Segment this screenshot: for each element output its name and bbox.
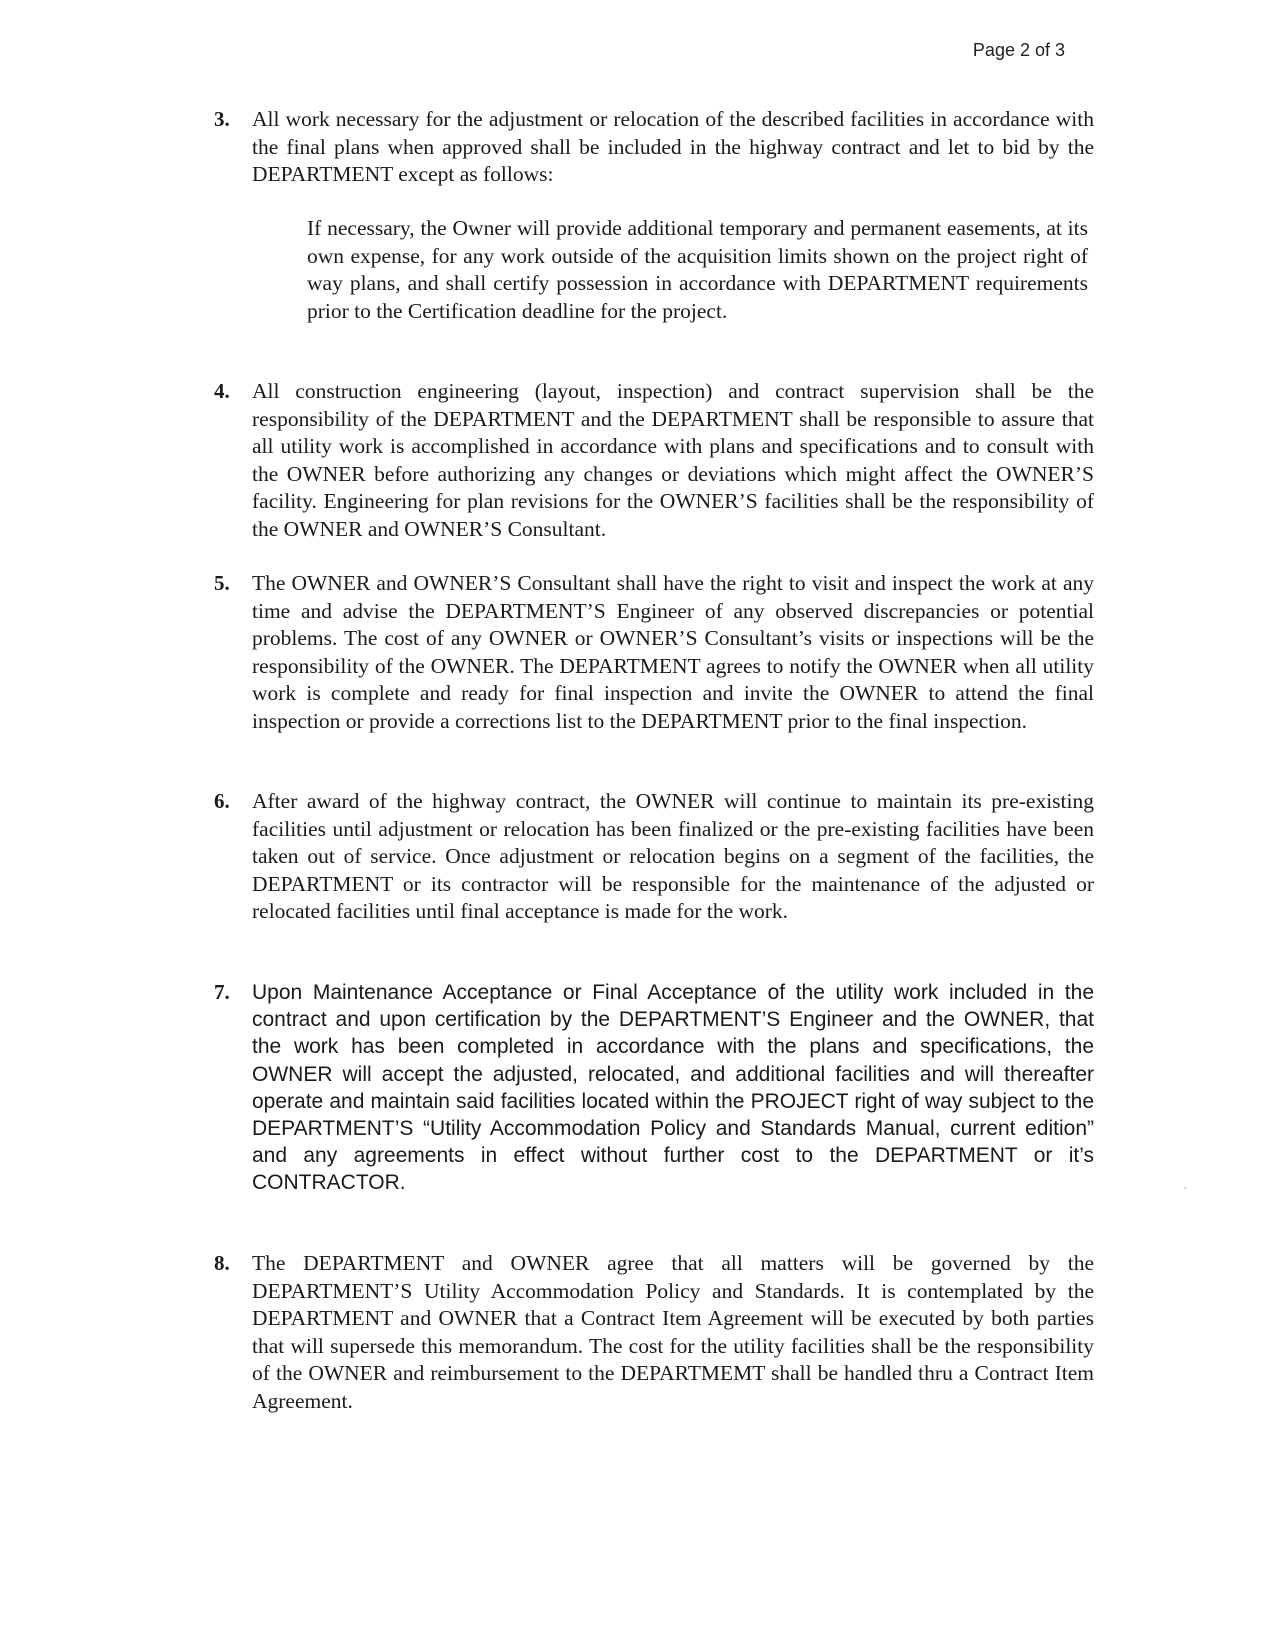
scan-speck <box>1184 1187 1186 1189</box>
clause-text: Upon Maintenance Acceptance or Final Acceptance of the utility work included in the contract and upon certification by the DEPARTMENT’S Engineer and the OWNER, that the work has been completed in accordance with the plans and specifications, the OWNER will accept the adjusted, relocated, and additional facilities and will thereafter operate and maintain said facilities located within the PROJECT right of way subject to the DEPARTMENT’S “Utility Accommodation Policy and Standards Manual, current edition” and any agreements in effect without further cost to the DEPARTMENT or it’s CONTRACTOR. <box>252 981 1094 1195</box>
clause-text: After award of the highway contract, the OWNER will continue to maintain its pre-existing facilities until adjustment or relocation has been finalized or the pre-existing facilities have been taken out of service. Once adjustment or relocation begins on a segment of the facilities, the DEPARTMENT or its contractor will be responsible for the maintenance of the adjusted or relocated facilities until final acceptance is made for the work. <box>252 789 1094 923</box>
clause-number: 8. <box>214 1251 230 1275</box>
clause-number: 6. <box>214 789 230 813</box>
clause-number: 5. <box>214 571 230 595</box>
clause-5 <box>214 570 1094 735</box>
clause-3-exception: If necessary, the Owner will provide additional temporary and permanent easements, at its own expense, for any work outside of the acquisition limits shown on the project right of way plans, and shall certify possession in accordance with DEPARTMENT requirements prior to the Certification deadline for the project. <box>307 216 1088 323</box>
clause-text: The DEPARTMENT and OWNER agree that all matters will be governed by the DEPARTMENT’S Utility Accommodation Policy and Standards. It is contemplated by the DEPARTMENT and OWNER that a Contract Item Agreement will be executed by both parties that will supersede this memorandum. The cost for the utility facilities shall be the responsibility of the OWNER and reimbursement to the DEPARTMEMT shall be handled thru a Contract Item Agreement. <box>252 1251 1094 1413</box>
clause-3 <box>214 106 1094 189</box>
clause-text: The OWNER and OWNER’S Consultant shall have the right to visit and inspect the work at any time and advise the DEPARTMENT’S Engineer of any observed discrepancies or potential problems. The cost of any OWNER or OWNER’S Consultant’s visits or inspections will be the responsibility of the OWNER. The DEPARTMENT agrees to notify the OWNER when all utility work is complete and ready for final inspection and invite the OWNER to attend the final inspection or provide a corrections list to the DEPARTMENT prior to the final inspection. <box>252 571 1094 733</box>
clause-6 <box>214 788 1094 926</box>
clause-8 <box>214 1250 1094 1415</box>
page-number: Page 2 of 3 <box>972 40 1065 60</box>
clause-text: All construction engineering (layout, inspection) and contract supervision shall be the responsibility of the DEPARTMENT and the DEPARTMENT shall be responsible to assure that all utility work is accomplished in accordance with plans and specifications and to consult with the OWNER before authorizing any changes or deviations which might affect the OWNER’S facility. Engineering for plan revisions for the OWNER’S facilities shall be the responsibility of the OWNER and OWNER’S Consultant. <box>252 379 1094 541</box>
clause-7 <box>214 979 1094 1197</box>
clause-number: 7. <box>214 980 230 1004</box>
clause-text: All work necessary for the adjustment or relocation of the described facilities in accordance with the final plans when approved shall be included in the highway contract and let to bid by the DEPARTMENT except as follows: <box>252 107 1094 186</box>
clause-number: 4. <box>214 379 230 403</box>
clause-4 <box>214 378 1094 543</box>
clause-number: 3. <box>214 107 230 131</box>
